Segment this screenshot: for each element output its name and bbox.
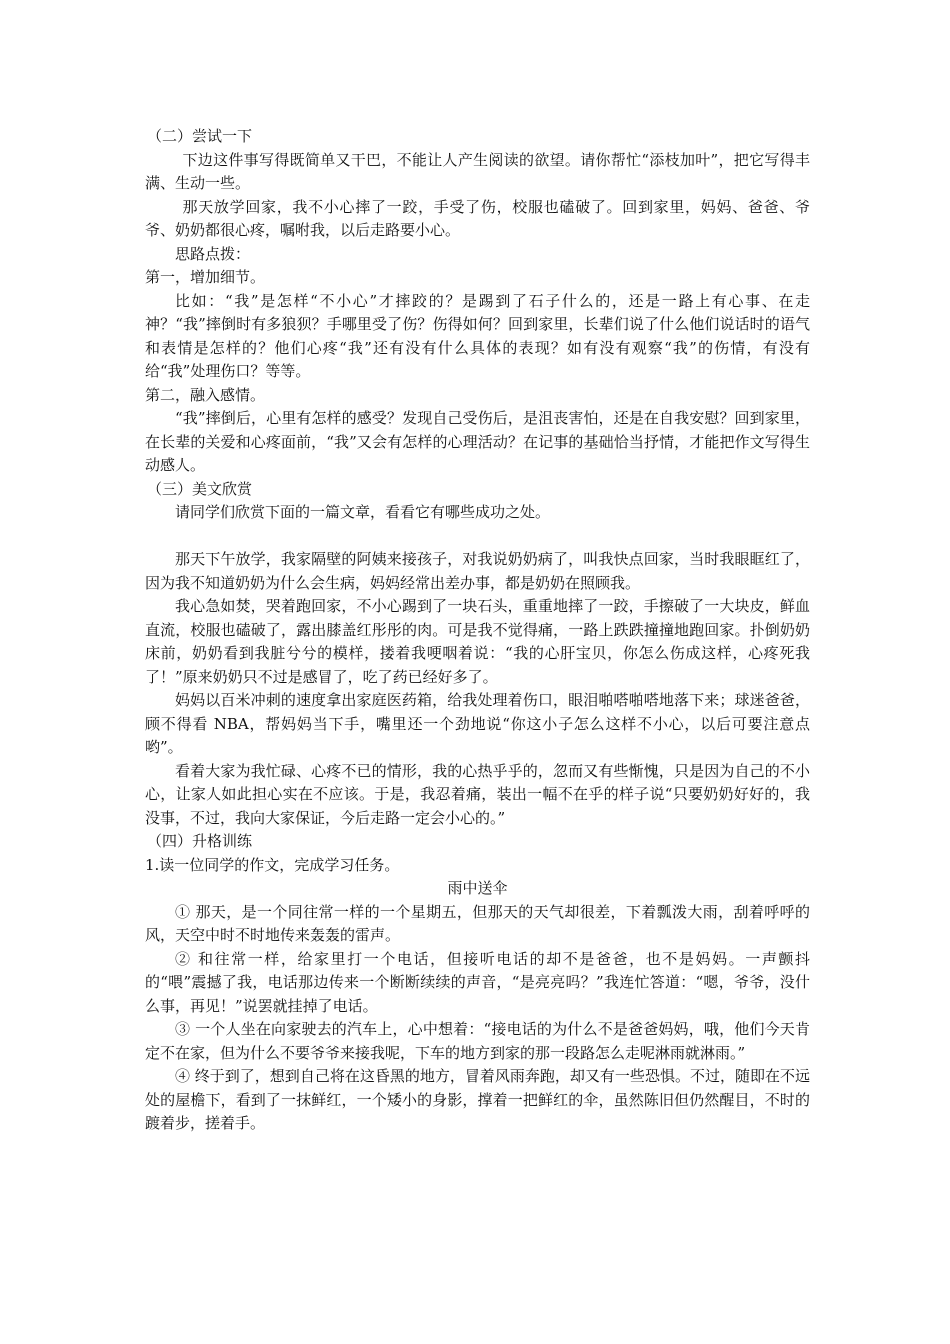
article-paragraph-4: 看着大家为我忙碌、心疼不已的情形，我的心热乎乎的，忽而又有些惭愧，只是因为自己的不小心，让家人如此担心实在不应该。于是，我忍着痛，装出一幅不在乎的样子说“只要奶奶好好的，我没事，不过，我向大家保证，今后走路一定会小心的。” [145, 761, 810, 827]
section-4-task: 1.读一位同学的作文，完成学习任务。 [145, 855, 400, 874]
section-2-hint-title: 思路点拨： [175, 244, 251, 263]
essay-paragraph-4: ④ 终于到了，想到自己将在这昏黑的地方，冒着风雨奔跑，却又有一些恐惧。不过，随即在不远处的屋檐下，看到了一抹鲜红，一个矮小的身影，撑着一把鲜红的伞，虽然陈旧但仍然醒目，不时的踱着步，搓着手。 [145, 1067, 810, 1132]
article-paragraph-2: 我心急如焚，哭着跑回家，不小心踢到了一块石头，重重地摔了一跤，手擦破了一大块皮，鲜血直流，校服也磕破了，露出膝盖红彤彤的肉。可是我不觉得痛，一路上跌跌撞撞地跑回家。扑倒奶奶床前，奶奶看到我脏兮兮的模样，搂着我哽咽着说：“我的心肝宝贝，你怎么伤成这样，心疼死我了！”原来奶奶只不过是感冒了，吃了药已经好多了。 [145, 597, 810, 686]
essay-paragraph-1: ① 那天，是一个同往常一样的一个星期五，但那天的天气却很差，下着瓢泼大雨，刮着呼呼的风，天空中时不时地传来轰轰的雷声。 [145, 902, 810, 944]
essay-paragraph-3: ③ 一个人坐在向家驶去的汽车上，心中想着：“接电话的为什么不是爸爸妈妈，哦，他们今天肯定不在家，但为什么不要爷爷来接我呢，下车的地方到家的那一段路怎么走呢淋雨就淋雨。” [145, 1020, 810, 1062]
section-3-intro: 请同学们欣赏下面的一篇文章，看看它有哪些成功之处。 [175, 503, 551, 521]
section-4-title: （四）升格训练 [147, 832, 253, 850]
article-paragraph-3: 妈妈以百米冲刺的速度拿出家庭医药箱，给我处理着伤口，眼泪啪嗒啪嗒地落下来；球迷爸爸，顾不得看 NBA，帮妈妈当下手，嘴里还一个劲地说“你这小子怎么这样不小心，以后可要注意点哟”。 [145, 691, 810, 756]
point-1-text: 比如：“我”是怎样“不小心”才摔跤的？是踢到了石子什么的，还是一路上有心事、在走神？“我”摔倒时有多狼狈？手哪里受了伤？伤得如何？回到家里，长辈们说了什么他们说话时的语气和表情是怎样的？他们心疼“我”还有没有什么具体的表现？如有没有观察“我”的伤情，有没有给“我”处理伤口？等等。 [145, 291, 810, 380]
essay-title: 雨中送伞 [447, 879, 508, 897]
point-2-text: “我”摔倒后，心里有怎样的感受？发现自己受伤后，是沮丧害怕，还是在自我安慰？回到家里，在长辈的关爱和心疼面前，“我”又会有怎样的心理活动？在记事的基础恰当抒情，才能把作文写得生动感人。 [145, 409, 810, 474]
document-page [145, 125, 810, 1136]
point-1-title: 第一，增加细节。 [145, 268, 266, 286]
blank-line [145, 525, 810, 549]
point-2-title: 第二，融入感情。 [145, 385, 266, 404]
article-paragraph-1: 那天下午放学，我家隔壁的阿姨来接孩子，对我说奶奶病了，叫我快点回家，当时我眼眶红了，因为我不知道奶奶为什么会生病，妈妈经常出差办事，都是奶奶在照顾我。 [145, 550, 810, 592]
section-2-title: （二）尝试一下 [147, 127, 253, 145]
section-2-sample-text: 那天放学回家，我不小心摔了一跤，手受了伤，校服也磕破了。回到家里，妈妈、爸爸、爷爷、奶奶都很心疼，嘱咐我，以后走路要小心。 [145, 197, 810, 239]
essay-paragraph-2: ② 和往常一样，给家里打一个电话，但接听电话的却不是爸爸，也不是妈妈。一声颤抖的“喂”震撼了我，电话那边传来一个断断续续的声音，“是亮亮吗？”我连忙答道：“嗯，爷爷，没什么事，再见！”说罢就挂掉了电话。 [145, 949, 810, 1015]
section-2-intro: 下边这件事写得既简单又干巴，不能让人产生阅读的欲望。请你帮忙“添枝加叶”，把它写得丰满、生动一些。 [145, 150, 810, 192]
section-3-title: （三）美文欣赏 [147, 479, 253, 498]
